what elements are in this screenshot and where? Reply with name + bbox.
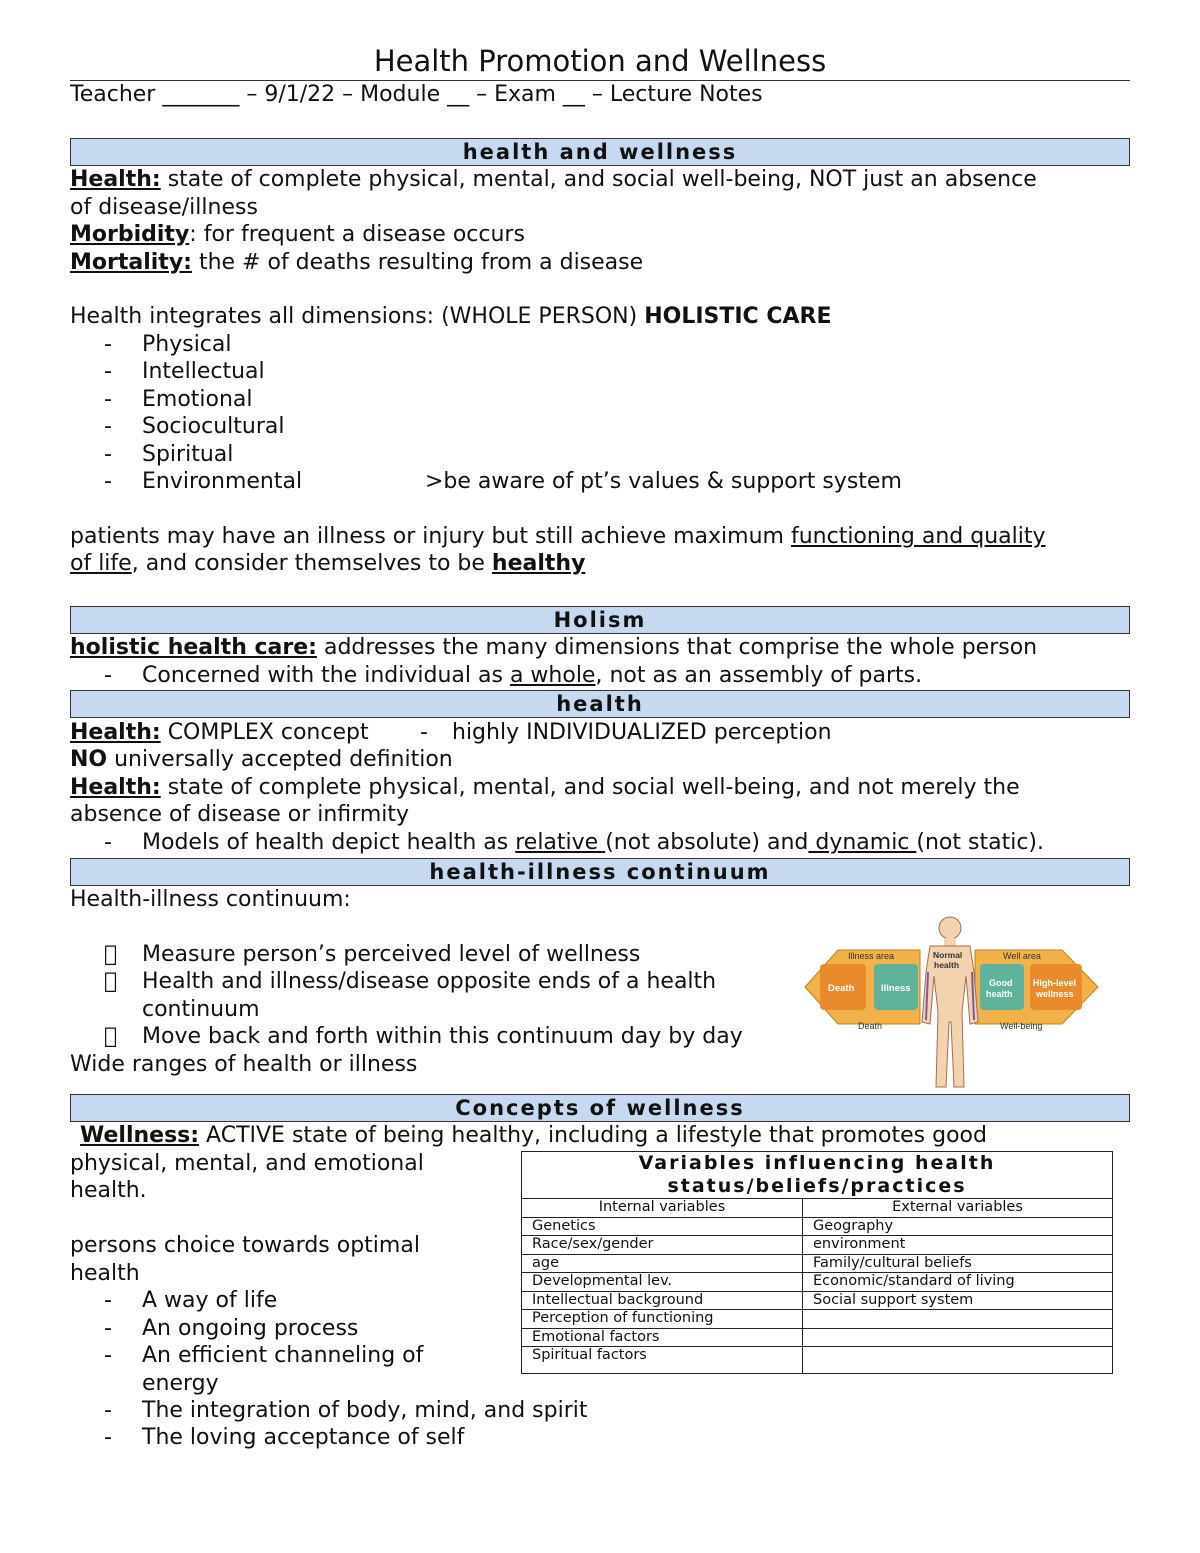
- dimension-item: - Emotional: [104, 387, 253, 412]
- morbidity-definition: : for frequent a disease occurs: [189, 222, 525, 247]
- health-definition-line: [70, 166, 1037, 193]
- wellness-bullet: - An ongoing process: [104, 1316, 359, 1341]
- table-row: Emotional factors: [522, 1328, 1113, 1347]
- wellness-bullet: - The integration of body, mind, and spirit: [104, 1398, 588, 1423]
- variables-table: [521, 1151, 1113, 1374]
- holistic-care-label: HOLISTIC CARE: [644, 304, 832, 329]
- mortality-line: [70, 249, 643, 276]
- holism-bullet: - Concerned with the individual as a whole, not as an assembly of parts.: [104, 663, 923, 688]
- choice-line-1: persons choice towards optimal: [70, 1233, 420, 1258]
- death-bottom-label: Death: [858, 1021, 883, 1031]
- choice-line-2: health: [70, 1261, 140, 1286]
- section-heading-continuum: health-illness continuum: [70, 858, 1130, 886]
- table-row: Perception of functioning: [522, 1310, 1113, 1329]
- mortality-definition: the # of deaths resulting from a disease: [191, 250, 644, 275]
- table-row: age Family/cultural beliefs: [522, 1254, 1113, 1273]
- internal-variables-header: Internal variables: [522, 1199, 803, 1218]
- normal-label: Normal: [933, 950, 963, 960]
- health-individualized: highly INDIVIDUALIZED perception: [452, 720, 832, 745]
- wellness-cont-2: health.: [70, 1178, 147, 1203]
- dimension-item: - Environmental: [104, 469, 303, 494]
- dimension-item: - Physical: [104, 332, 232, 357]
- health-complex-dash: -: [420, 720, 428, 745]
- dimension-item: - Spiritual: [104, 442, 234, 467]
- wellness-cont-1: physical, mental, and emotional: [70, 1151, 424, 1176]
- wellness-box-label: wellness: [1036, 989, 1074, 999]
- morbidity-line: [70, 221, 525, 248]
- table-row: Intellectual background Social support system: [522, 1291, 1113, 1310]
- models-bullet: - Models of health depict health as relative (not absolute) and dynamic (not static).: [104, 830, 1044, 855]
- integrates-text: Health integrates all dimensions: (WHOLE PERSON): [70, 304, 645, 329]
- health-term: Health:: [70, 167, 161, 192]
- title-rule: [70, 80, 1130, 81]
- well-area-label: Well area: [1003, 951, 1041, 961]
- high-level-label: High-level: [1033, 978, 1077, 988]
- patients-line-2: of life, and consider themselves to be healthy: [70, 551, 586, 576]
- illness-area-label: Illness area: [848, 951, 895, 961]
- illness-box-label: Illness: [881, 983, 911, 994]
- wellness-bullet: - An efficient channeling of: [104, 1343, 424, 1368]
- normal-health-label: health: [934, 960, 960, 970]
- dimension-item: - Intellectual: [104, 359, 265, 384]
- table-row: Spiritual factors: [522, 1347, 1113, 1374]
- human-figure-icon: [922, 917, 978, 1087]
- wellness-definition-line: Wellness: ACTIVE state of being healthy, including a lifestyle that promotes good: [80, 1123, 987, 1148]
- continuum-bullet: Move back and forth within this continuum day by day: [142, 1024, 743, 1049]
- section-heading-health: health: [70, 690, 1130, 718]
- section-heading-holism: Holism: [70, 606, 1130, 634]
- dimension-item: - Sociocultural: [104, 414, 285, 439]
- health-definition-cont: of disease/illness: [70, 195, 258, 220]
- continuum-intro: Health-illness continuum:: [70, 887, 351, 912]
- functioning-quality: functioning and quality: [790, 524, 1046, 549]
- health-who-cont: absence of disease or infirmity: [70, 802, 410, 827]
- table-title: Variables influencing health status/beliefs/practices: [522, 1152, 1113, 1199]
- page-title: Health Promotion and Wellness: [373, 44, 827, 78]
- aware-note: >be aware of pt’s values & support system: [425, 469, 902, 494]
- health-illness-continuum-diagram: [800, 912, 1100, 1092]
- integrates-line: [70, 303, 832, 330]
- health-definition: state of complete physical, mental, and social well-being, NOT just an absence: [160, 167, 1037, 192]
- mortality-term: Mortality:: [70, 250, 192, 275]
- subtitle-line: Teacher _______ – 9/1/22 – Module __ – Exam __ – Lecture Notes: [70, 82, 763, 107]
- table-row: Developmental lev. Economic/standard of living: [522, 1273, 1113, 1292]
- holistic-definition-line: holistic health care: addresses the many dimensions that comprise the whole person: [70, 635, 1038, 660]
- healthy-word: healthy: [491, 551, 586, 576]
- holistic-term: holistic health care:: [70, 635, 317, 660]
- wellness-bullet: - A way of life: [104, 1288, 278, 1313]
- section-heading-concepts-of-wellness: Concepts of wellness: [70, 1094, 1130, 1122]
- wellbeing-bottom-label: Well-being: [1000, 1021, 1043, 1031]
- table-row: Race/sex/gender environment: [522, 1236, 1113, 1255]
- good-health-label: health: [986, 989, 1013, 999]
- health-who-line: Health: state of complete physical, mental, and social well-being, and not merely the: [70, 775, 1020, 800]
- patients-line-1: patients may have an illness or injury but still achieve maximum functioning and quality: [70, 524, 1046, 549]
- continuum-bullet: Health and illness/disease opposite ends of a health: [142, 969, 717, 994]
- no-definition-line: NO universally accepted definition: [70, 747, 453, 772]
- table-row: Genetics Geography: [522, 1217, 1113, 1236]
- morbidity-term: Morbidity: [70, 222, 190, 247]
- continuum-bullet: Measure person’s perceived level of wellness: [142, 942, 641, 967]
- wellness-bullet: - The loving acceptance of self: [104, 1425, 465, 1450]
- wide-ranges-line: Wide ranges of health or illness: [70, 1052, 418, 1077]
- good-label: Good: [989, 978, 1013, 988]
- section-heading-health-and-wellness: health and wellness: [70, 138, 1130, 166]
- death-box-label: Death: [828, 983, 855, 994]
- health-complex-line: Health: COMPLEX concept: [70, 720, 369, 745]
- external-variables-header: External variables: [803, 1199, 1113, 1218]
